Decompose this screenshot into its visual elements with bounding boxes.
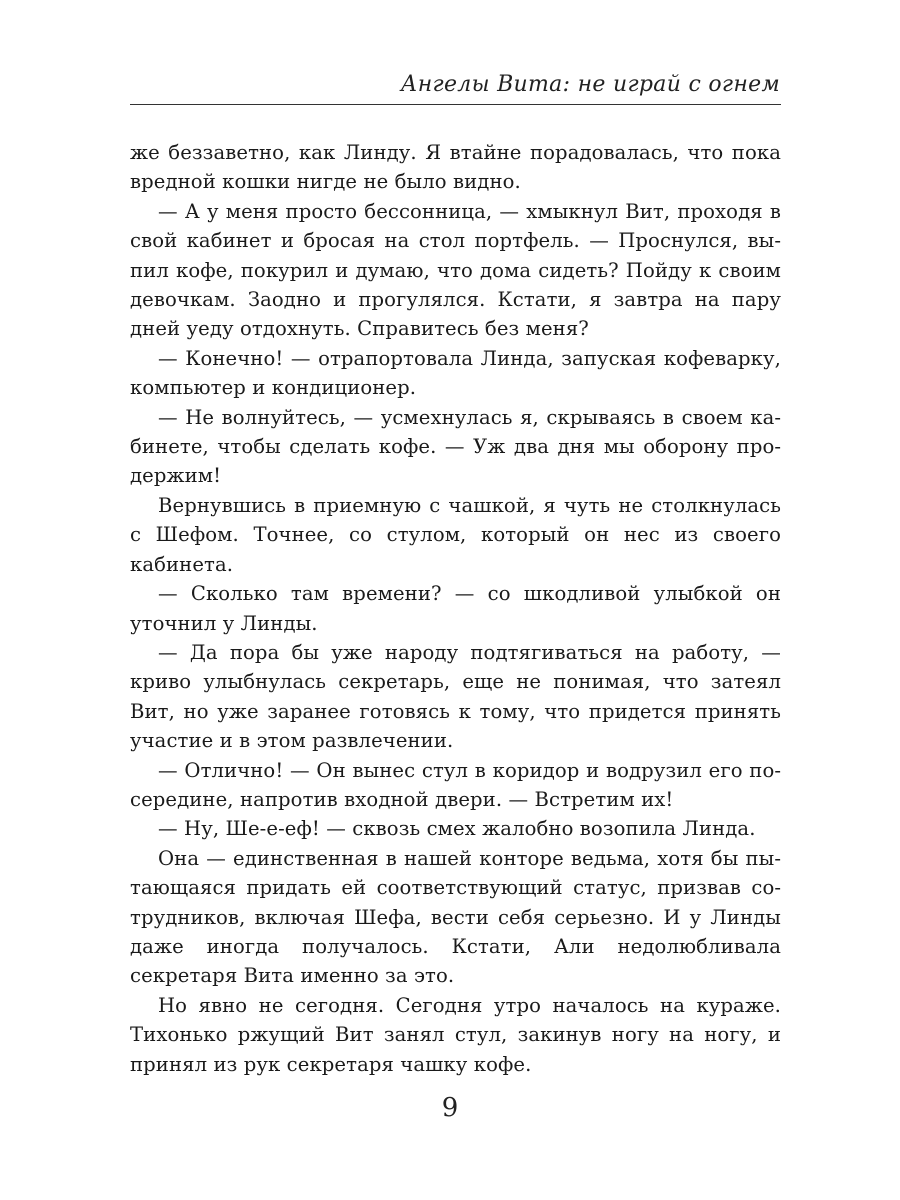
paragraph: — Не волнуйтесь, — усмехнулась я, скрываясь в своем кабинете, чтобы сделать кофе. — Уж два дня мы оборону продержим! bbox=[130, 405, 781, 488]
body-text bbox=[130, 138, 781, 1079]
running-title: Ангелы Вита: не играй с огнем bbox=[400, 72, 780, 97]
paragraph: Вернувшись в приемную с чашкой, я чуть не столкнулась с Шефом. Точнее, со стулом, который он нес из своего кабинета. bbox=[130, 493, 781, 576]
paragraph: — А у меня просто бессонница, — хмыкнул Вит, проходя в свой кабинет и бросая на стол портфель. — Проснулся, выпил кофе, покурил и думаю, что дома сидеть? Пойду к своим девочкам. Заодно и прогулялся. Кстати, я завтра на пару дней уеду отдохнуть. Справитесь без меня? bbox=[130, 199, 781, 341]
paragraph: — Сколько там времени? — со шкодливой улыбкой он уточнил у Линды. bbox=[130, 582, 781, 635]
paragraph: же беззаветно, как Линду. Я втайне порадовалась, что пока вредной кошки нигде не было видно. bbox=[130, 141, 781, 194]
paragraph: — Отлично! — Он вынес стул в коридор и водрузил его посередине, напротив входной двери. — Встретим их! bbox=[130, 758, 781, 811]
paragraph: — Конечно! — отрапортовала Линда, запуская кофеварку, компьютер и кондиционер. bbox=[130, 346, 781, 400]
paragraph: — Ну, Ше-е-еф! — сквозь смех жалобно возопила Линда. bbox=[158, 817, 756, 841]
paragraph: Она — единственная в нашей конторе ведьма, хотя бы пытающаяся придать ей соответствующий статус, призвав сотрудников, включая Шефа, вести себя серьезно. И у Линды даже иногда получалось. Кстати, Али недолюбливала секретаря Вита именно за это. bbox=[130, 846, 781, 988]
paragraph: Но явно не сегодня. Сегодня утро началось на кураже. Тихонько ржущий Вит занял стул, закинув ногу на ногу, и принял из рук секретаря чашку кофе. bbox=[130, 993, 781, 1076]
paragraph: — Да пора бы уже народу подтягиваться на работу, — криво улыбнулась секретарь, еще не понимая, что затеял Вит, но уже заранее готовясь к тому, что придется принять участие и в этом развлечении. bbox=[130, 640, 781, 753]
header-rule bbox=[130, 104, 781, 105]
page-number: 9 bbox=[441, 1093, 459, 1123]
